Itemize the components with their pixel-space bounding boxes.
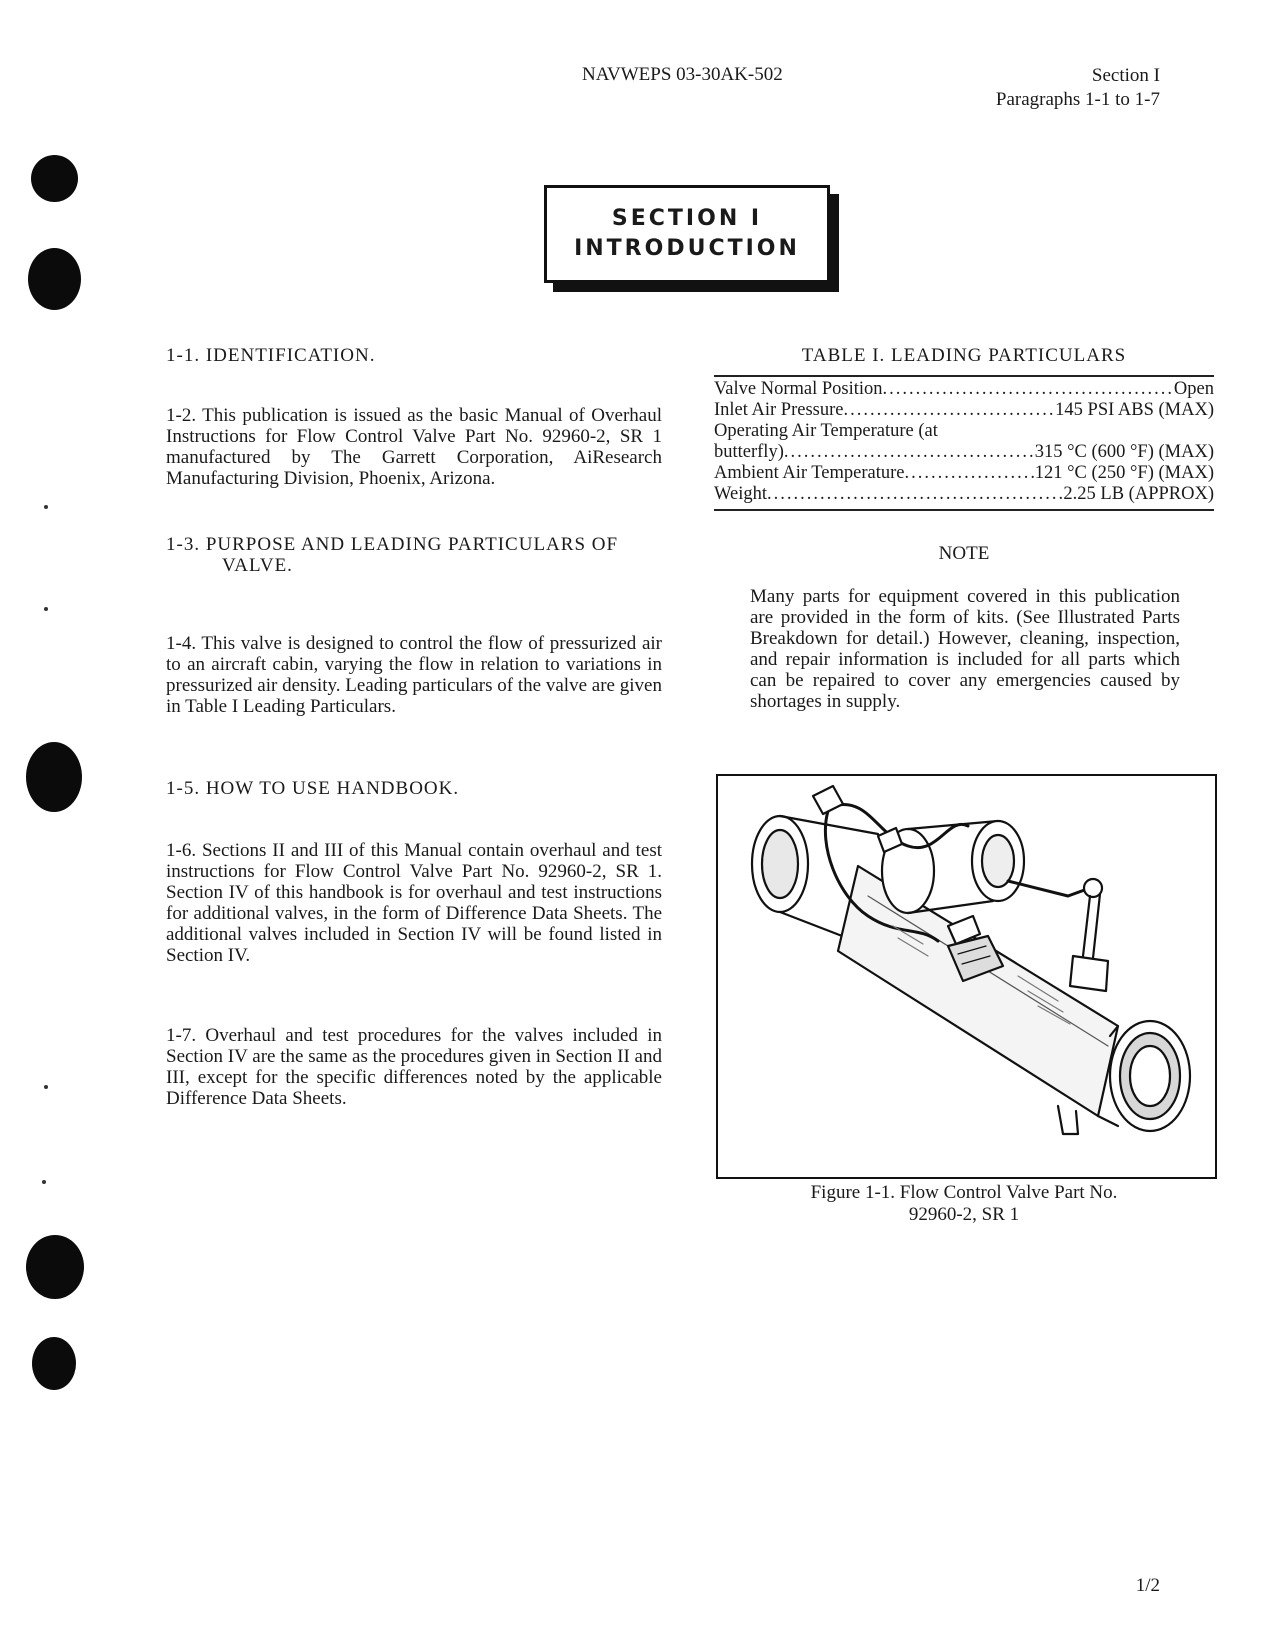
flow-control-valve-illustration [718,776,1215,1177]
table-row [714,379,1214,400]
section-number: SECTION I [611,206,763,231]
section-label: Section I [1091,65,1160,86]
paragraph-1-7: 1-7. Overhaul and test procedures for the valves included in Section IV are the same as the procedures given in Section II and III, except for the specific differences noted by the applicable Difference Data Sheets. [166,1025,662,1109]
table-title: TABLE I. LEADING PARTICULARS [801,345,1127,366]
dot-leader [905,463,1035,484]
row-value: 2.25 LB (APPROX) [1063,484,1214,504]
paragraph-1-3-line1: 1-3. PURPOSE AND LEADING PARTICULARS OF [166,534,619,555]
table-row [714,463,1214,484]
table-row [714,400,1214,421]
row-value: 315 °C (600 °F) (MAX) [1034,442,1214,462]
binder-hole [26,742,82,812]
binder-hole [28,248,81,310]
row-value: 145 PSI ABS (MAX) [1055,400,1214,420]
table-row [714,484,1214,505]
table-bottom-rule [714,509,1214,511]
row-label: Valve Normal Position [714,379,883,399]
binder-hole [31,155,78,202]
note-body: Many parts for equipment covered in this publication are provided in the form of kits. (See Illustrated Parts Breakdown for detail.) However, cleaning, inspection, and repair information is included for all parts which can be repaired to cover any emergencies caused by shortages in supply. [750,586,1180,712]
paragraph-1-3 [166,534,662,576]
binder-hole [32,1337,76,1390]
note-heading: NOTE [938,543,990,564]
dot-leader [767,484,1063,505]
figure-caption-line2: 92960-2, SR 1 [908,1204,1020,1225]
section-title-box [544,185,830,283]
paragraph-1-3-line2: VALVE. [222,555,293,576]
figure-caption-line1: Figure 1-1. Flow Control Valve Part No. [810,1182,1118,1203]
section-reference [996,64,1160,112]
paragraph-1-6: 1-6. Sections II and III of this Manual contain overhaul and test instructions for Flow Control Valve Part No. 92960-2, SR 1. Section IV of this handbook is for overhaul and test instructions for additional valves, in the form of Difference Data Sheets. The additional valves included in Section IV will be found listed in Section IV. [166,840,662,966]
paragraph-1-2: 1-2. This publication is issued as the basic Manual of Overhaul Instructions for Flow Control Valve Part No. 92960-2, SR 1 manufactured by The Garrett Corporation, AiResearch Manufacturing Division, Phoenix, Arizona. [166,405,662,489]
dot-leader [883,379,1174,400]
page-number: 1/2 [1135,1575,1160,1596]
speck [44,1085,48,1089]
binder-hole [26,1235,84,1299]
figure-frame [716,774,1217,1179]
paragraph-1-4: 1-4. This valve is designed to control the flow of pressurized air to an aircraft cabin, varying the flow in relation to variations in pressurized air density. Leading particulars of the valve are given in Table I Leading Particulars. [166,633,662,717]
paragraph-1-5: 1-5. HOW TO USE HANDBOOK. [166,778,460,799]
document-number: NAVWEPS 03-30AK-502 [582,64,783,85]
paragraph-1-1: 1-1. IDENTIFICATION. [166,345,376,366]
table-row [714,421,1214,442]
table-row [714,442,1214,463]
row-value: 121 °C (250 °F) (MAX) [1034,463,1214,483]
row-label: butterfly) [714,442,784,462]
speck [44,607,48,611]
leading-particulars-table [714,345,1214,511]
row-label: Operating Air Temperature (at [714,421,938,441]
speck [42,1180,46,1184]
row-value: Open [1173,379,1214,399]
dot-leader [784,442,1035,463]
row-label: Inlet Air Pressure [714,400,844,420]
figure-caption [714,1182,1214,1226]
row-label: Weight [714,484,767,504]
row-label: Ambient Air Temperature [714,463,905,483]
dot-leader [843,400,1055,421]
speck [44,505,48,509]
table-body [714,377,1214,509]
section-title: INTRODUCTION [574,236,800,261]
paragraph-range: Paragraphs 1-1 to 1-7 [995,89,1160,110]
left-column [166,345,662,1109]
